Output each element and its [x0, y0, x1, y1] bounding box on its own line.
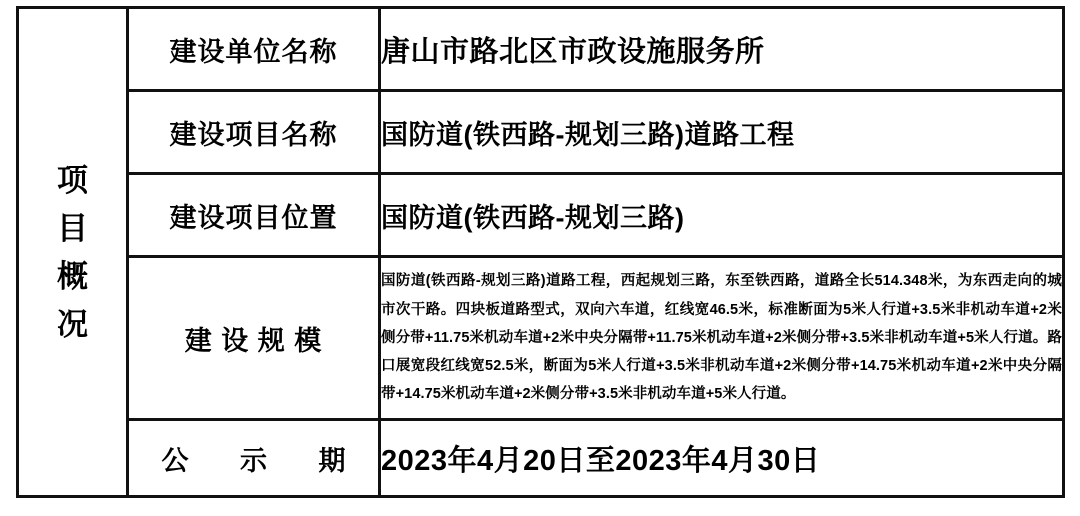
label-publicity-period: 公 示 期	[128, 420, 380, 497]
table-row	[18, 257, 1064, 420]
value-project-location: 国防道(铁西路-规划三路)	[380, 174, 1064, 257]
label-project-name: 建设项目名称	[128, 91, 380, 174]
side-header-char: 项	[57, 162, 88, 198]
value-construction-unit-name: 唐山市路北区市政设施服务所	[380, 8, 1064, 91]
table-row	[18, 8, 1064, 91]
side-header-char: 况	[57, 306, 88, 342]
side-header-char: 目	[57, 210, 88, 246]
value-publicity-period: 2023年4月20日至2023年4月30日	[380, 420, 1064, 497]
label-project-location: 建设项目位置	[128, 174, 380, 257]
document-sheet	[0, 6, 1080, 516]
table-row	[18, 91, 1064, 174]
value-construction-scale: 国防道(铁西路-规划三路)道路工程，西起规划三路，东至铁西路，道路全长514.348米，为东西走向的城市次干路。四块板道路型式，双向六车道，红线宽46.5米，标准断面为5米人行道+3.5米非机动车道+2米侧分带+11.75米机动车道+2米中央分隔带+11.75米机动车道+2米侧分带+3.5米非机动车道+5米人行道。路口展宽段红线宽52.5米，断面为5米人行道+3.5米非机动车道+2米侧分带+14.75米机动车道+2米中央分隔带+14.75米机动车道+2米侧分带+3.5米非机动车道+5米人行道。	[380, 257, 1064, 420]
table-row	[18, 420, 1064, 497]
label-construction-unit-name: 建设单位名称	[128, 8, 380, 91]
value-project-name: 国防道(铁西路-规划三路)道路工程	[380, 91, 1064, 174]
project-overview-table	[16, 6, 1065, 498]
table-row	[18, 174, 1064, 257]
side-header-cell	[18, 8, 128, 497]
label-construction-scale: 建 设 规 模	[128, 257, 380, 420]
side-header-char: 概	[57, 258, 88, 294]
